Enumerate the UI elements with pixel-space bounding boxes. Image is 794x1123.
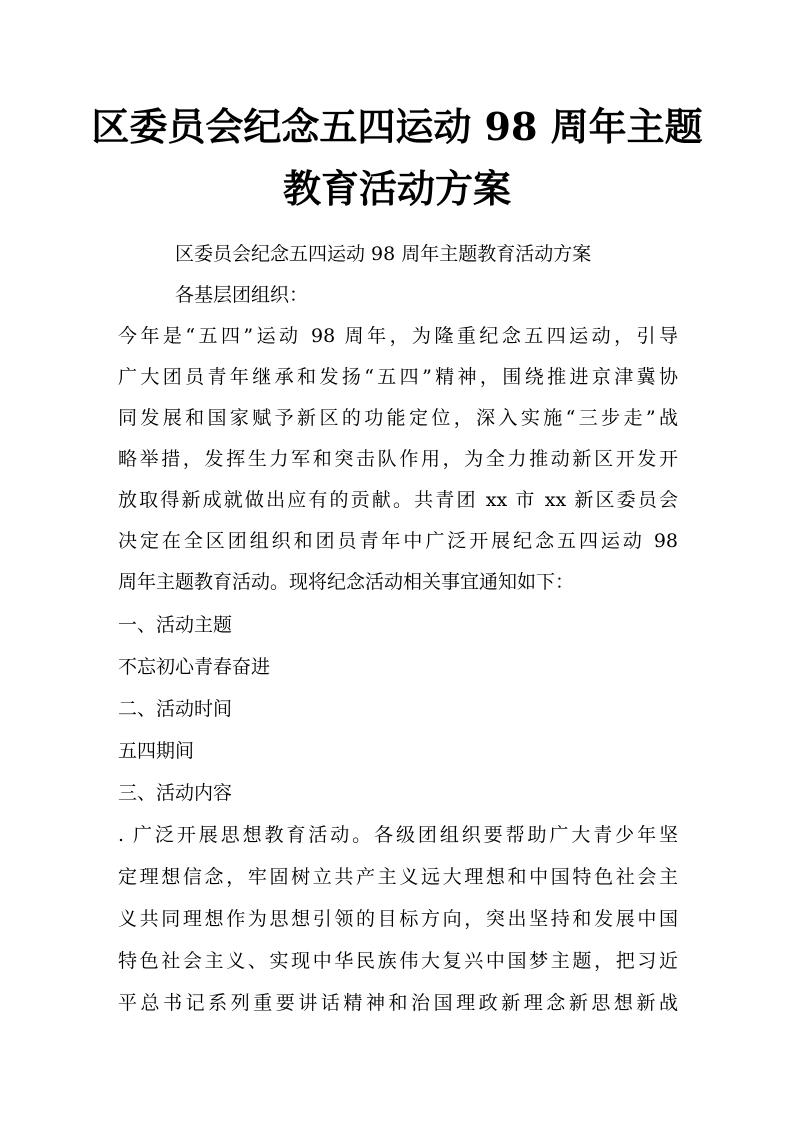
- section-3-heading: 三、活动内容: [118, 782, 233, 804]
- section-3-line: 特色社会主义、实现中华民族伟大复兴中国梦主题，把习近: [118, 950, 678, 972]
- intro-line: 放取得新成就做出应有的贡献。共青团 xx 市 xx 新区委员会: [118, 489, 678, 511]
- intro-line: 决定在全区团组织和团员青年中广泛开展纪念五四运动 98: [118, 530, 678, 552]
- section-1-body: 不忘初心青春奋进: [118, 656, 271, 678]
- document-title-line-1: 区委员会纪念五四运动 98 周年主题: [91, 104, 703, 149]
- intro-line: 广大团员青年继承和发扬“五四”精神，围绕推进京津冀协: [118, 366, 678, 388]
- document-subtitle: 区委员会纪念五四运动 98 周年主题教育活动方案: [175, 243, 592, 265]
- section-3-line: 义共同理想作为思想引领的目标方向，突出坚持和发展中国: [118, 908, 678, 930]
- section-1-heading: 一、活动主题: [118, 614, 233, 636]
- document-title-line-2: 教育活动方案: [282, 166, 511, 211]
- intro-line: 略举措，发挥生力军和突击队作用，为全力推动新区开发开: [118, 448, 678, 470]
- section-3-line: 定理想信念，牢固树立共产主义远大理想和中国特色社会主: [118, 866, 678, 888]
- section-2-heading: 二、活动时间: [118, 698, 233, 720]
- greeting: 各基层团组织：: [175, 284, 309, 306]
- intro-line: 周年主题教育活动。现将纪念活动相关事宜通知如下：: [118, 571, 575, 593]
- intro-line: 今年是“五四”运动 98 周年，为隆重纪念五四运动，引导: [118, 325, 678, 347]
- section-2-body: 五四期间: [118, 740, 195, 762]
- intro-line: 同发展和国家赋予新区的功能定位，深入实施“三步走”战: [118, 407, 678, 429]
- section-3-line: 平总书记系列重要讲话精神和治国理政新理念新思想新战: [118, 992, 678, 1014]
- section-3-line: . 广泛开展思想教育活动。各级团组织要帮助广大青少年坚: [118, 824, 678, 846]
